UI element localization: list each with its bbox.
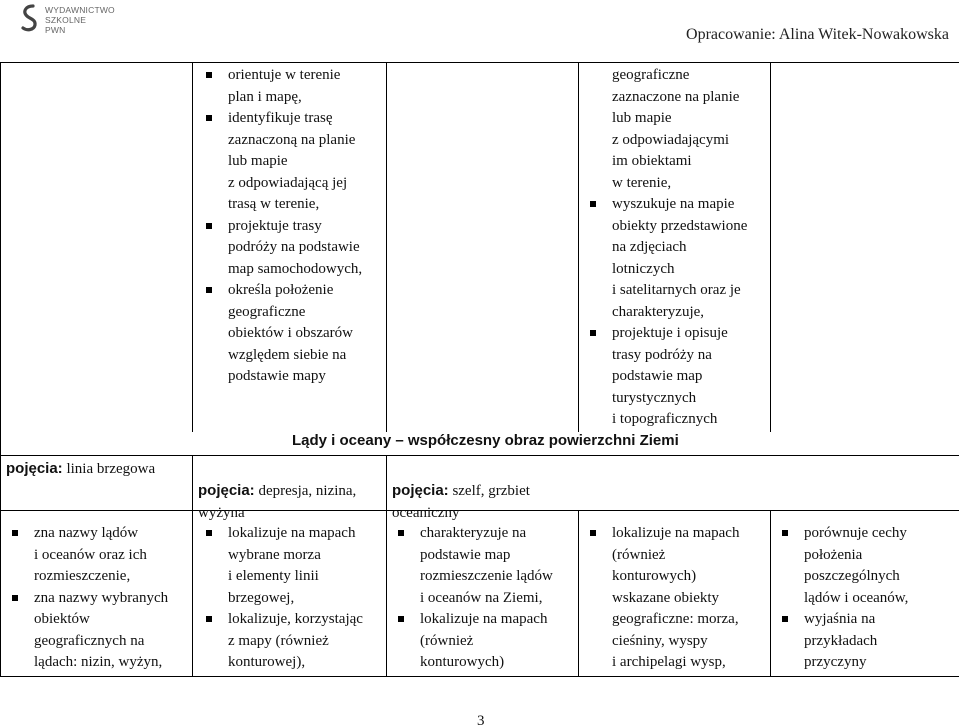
top-row-col4 [586, 65, 770, 431]
table-border [770, 62, 771, 432]
concepts-label: pojęcia: [6, 460, 63, 477]
list-item-text: wyszukuje na mapie obiekty przedstawione na zdjęciach lotniczych i satelitarnych oraz je charakteryzuje, [612, 196, 748, 320]
list-item [586, 194, 770, 323]
bottom-row-col5 [778, 523, 959, 674]
logo-line: SZKOLNE [45, 15, 87, 25]
list-item [202, 609, 386, 674]
concepts-text: szelf, grzbiet oceaniczny [392, 483, 530, 521]
bottom-row-col3 [394, 523, 578, 674]
list-item-text: zna nazwy lądów i oceanów oraz ich rozmieszczenie, [34, 525, 147, 584]
list-item [778, 609, 959, 674]
list-item [202, 65, 382, 108]
table-border [578, 510, 579, 676]
logo-wordmark [45, 5, 115, 35]
continued-text: geograficzne zaznaczone na planie lub mapie z odpowiadającymi im obiektami w terenie, [612, 67, 740, 191]
author-credit: Opracowanie: Alina Witek-Nowakowska [686, 26, 949, 43]
concepts-label: pojęcia: [198, 482, 255, 499]
table-border [0, 62, 959, 63]
list-item-text: identyfikuje trasę zaznaczoną na planie lub mapie z odpowiadającą jej trasą w terenie, [228, 110, 356, 212]
list-item [394, 609, 578, 674]
concepts-col2 [198, 458, 384, 524]
list-item-text: projektuje trasy podróży na podstawie map samochodowych, [228, 217, 363, 277]
list-item-text: charakteryzuje na podstawie map rozmieszczenie lądów i oceanów na Ziemi, [420, 525, 553, 606]
table-border [192, 62, 193, 432]
table-border [0, 62, 1, 676]
list-item [202, 523, 386, 609]
list-item-text: określa położenie geograficzne obiektów i obszarów względem siebie na podstawie mapy [228, 282, 353, 384]
list-item [202, 108, 382, 216]
concepts-label: pojęcia: [392, 482, 449, 499]
table-border [386, 62, 387, 432]
logo-line: PWN [45, 25, 66, 35]
list-item-text: lokalizuje na mapach wybrane morza i elementy linii brzegowej, [228, 525, 356, 606]
list-item [778, 523, 959, 609]
list-item-text: projektuje i opisuje trasy podróży na podstawie map turystycznych i topograficznych [612, 325, 728, 427]
table-border [386, 455, 387, 676]
list-item-text: lokalizuje na mapach (również konturowych) [420, 611, 548, 670]
concepts-text: depresja, nizina, wyżyna [198, 483, 357, 521]
list-item [202, 280, 382, 388]
list-item [586, 523, 770, 674]
concepts-col3 [392, 458, 578, 524]
logo-line: WYDAWNICTWO [45, 5, 115, 15]
concepts-text: linia brzegowa [66, 461, 156, 477]
list-item-text: zna nazwy wybranych obiektów geograficznych na lądach: nizin, wyżyn, [34, 589, 169, 670]
section-heading: Lądy i oceany – współczesny obraz powierzchni Ziemi [292, 432, 679, 449]
list-item-text: lokalizuje, korzystając z mapy (również konturowej), [228, 611, 363, 670]
list-item [202, 216, 382, 281]
table-border [578, 62, 579, 432]
page-number: 3 [477, 713, 485, 728]
table-border [770, 510, 771, 676]
list-item [8, 588, 192, 674]
pwn-logo-icon [20, 4, 40, 34]
list-item-text: lokalizuje na mapach (również konturowych) wskazane obiekty geograficzne: morza, cieśniny, wyspy i archipelagi wysp, [612, 525, 740, 670]
table-border [0, 455, 959, 456]
list-item [394, 523, 578, 609]
top-row-col2 [202, 65, 382, 388]
table-border [192, 455, 193, 676]
concepts-col1 [6, 458, 190, 480]
publisher-logo [20, 4, 140, 54]
list-item-text: orientuje w terenie plan i mapę, [228, 67, 341, 105]
bottom-row-col2 [202, 523, 386, 674]
list-item [586, 323, 770, 431]
list-item-text: porównuje cechy położenia poszczególnych lądów i oceanów, [804, 525, 909, 606]
list-item-text: wyjaśnia na przykładach przyczyny [804, 611, 878, 670]
list-item [8, 523, 192, 588]
bottom-row-col4 [586, 523, 770, 674]
bottom-row-col1 [8, 523, 192, 674]
table-border [0, 676, 959, 677]
